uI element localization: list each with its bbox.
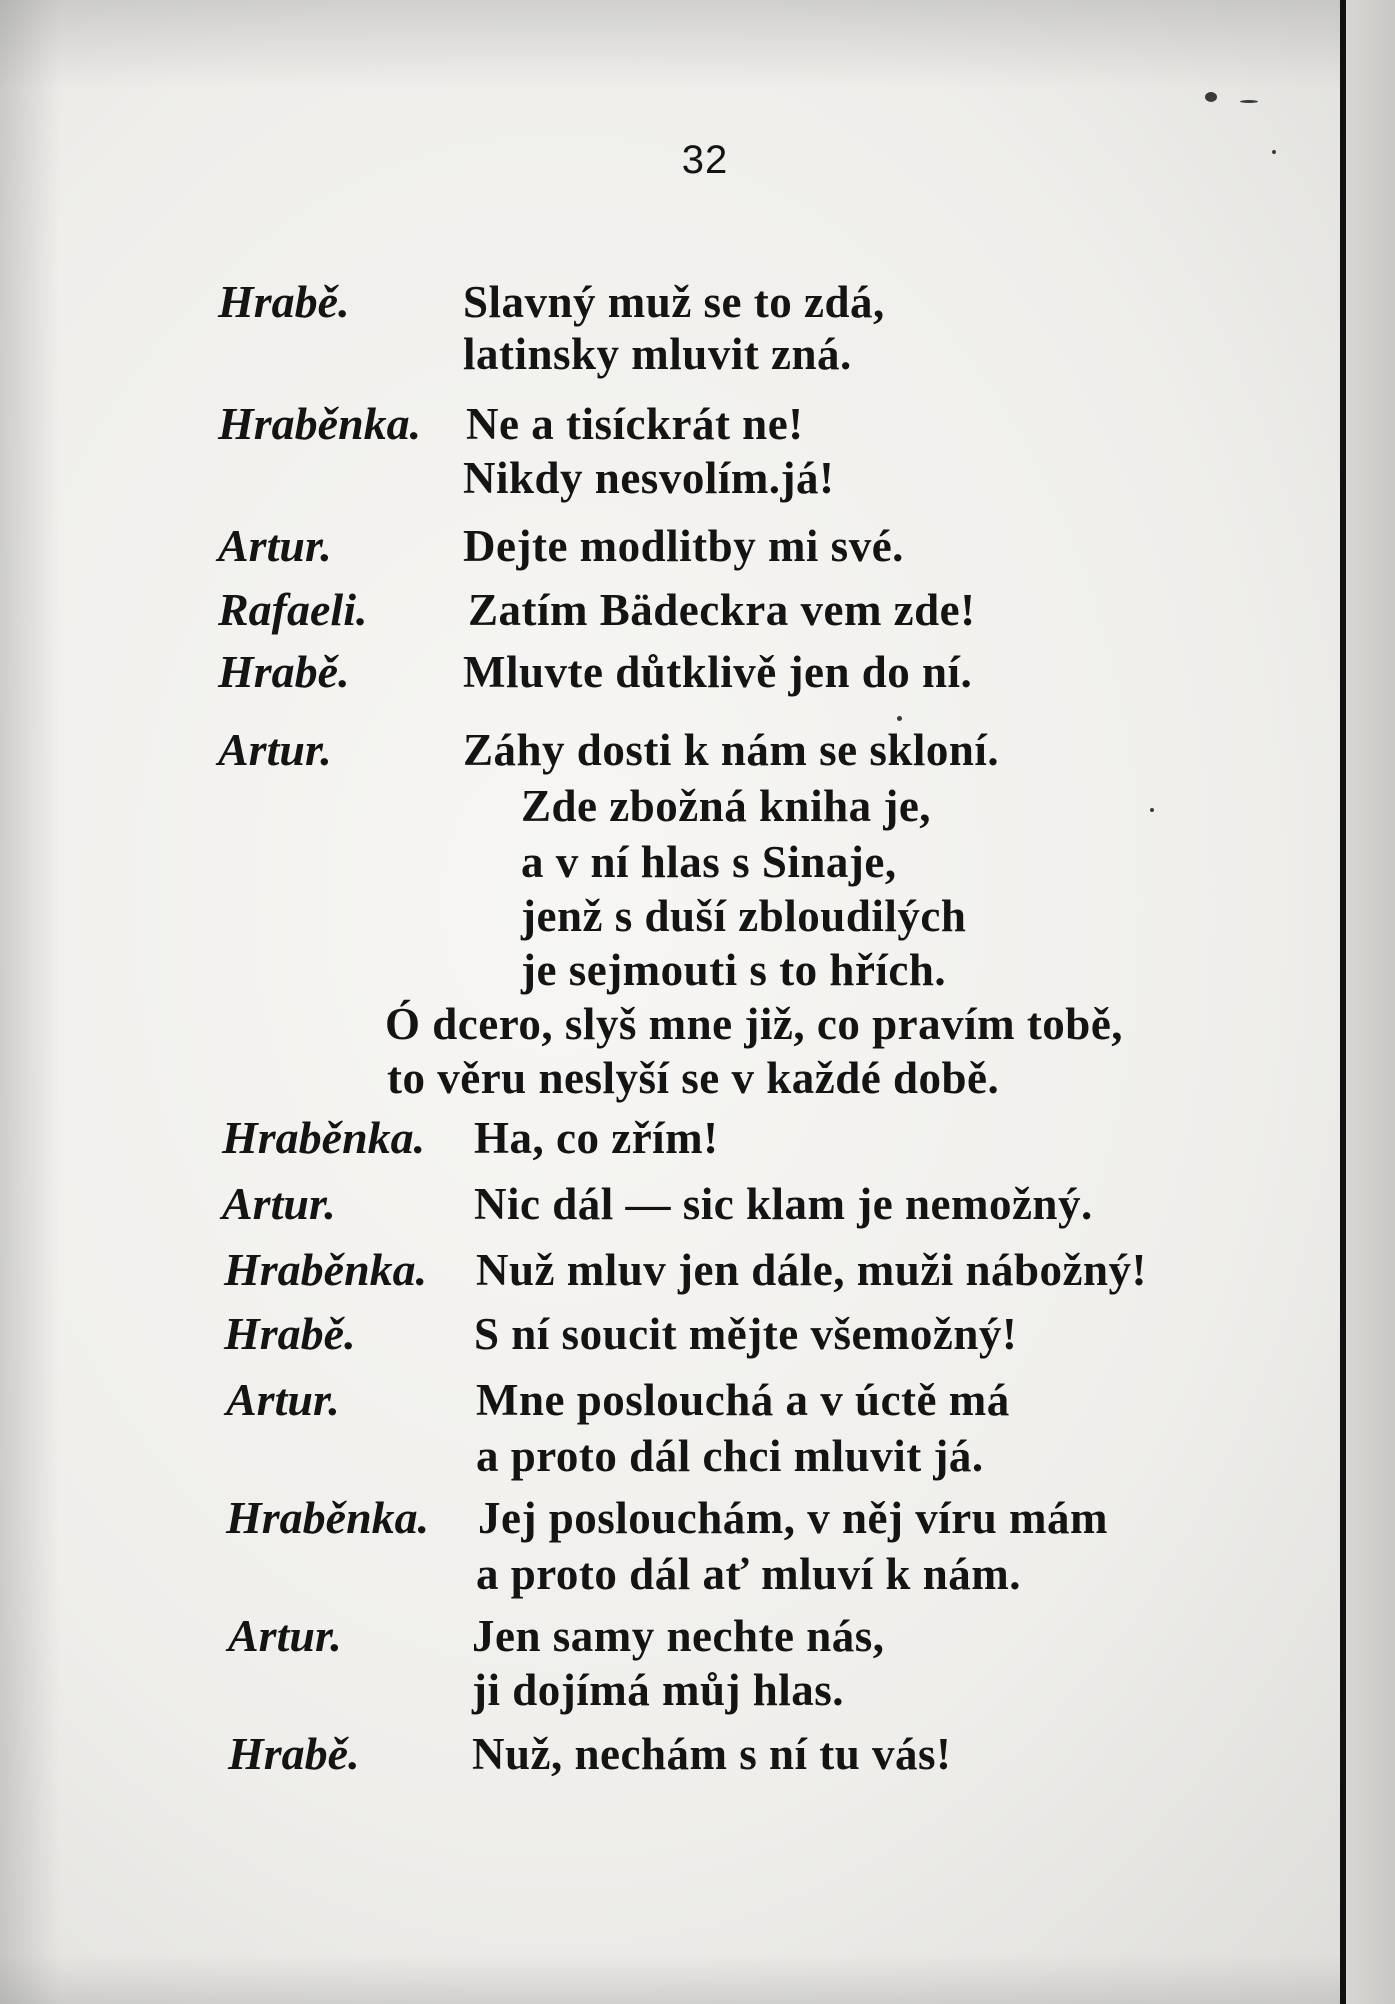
speaker-name: Hraběnka. [226, 1492, 430, 1543]
verse-line: Záhy dosti k nám se skloní. [463, 725, 1000, 775]
page-shadow-left [0, 0, 60, 2004]
verse-line: to věru neslyší se v každé době. [387, 1053, 1000, 1103]
speaker-name: Artur. [222, 1178, 336, 1229]
verse-line: je sejmouti s to hřích. [521, 945, 947, 995]
speaker-name: Hrabě. [218, 646, 350, 697]
verse-line: Mluvte důtklivě jen do ní. [463, 647, 973, 697]
speaker-name: Hrabě. [218, 276, 350, 327]
verse-line: Nikdy nesvolím.já! [463, 453, 835, 503]
verse-line: Slavný muž se to zdá, [463, 277, 885, 327]
ink-speck [1150, 808, 1154, 812]
speaker-name: Hrabě. [228, 1728, 360, 1779]
verse-line: Nuž, nechám s ní tu vás! [472, 1729, 952, 1779]
verse-line: Zde zbožná kniha je, [521, 781, 932, 831]
ink-speck [1205, 92, 1217, 102]
verse-line: jenž s duší zbloudilých [521, 891, 967, 941]
ink-speck [897, 716, 902, 721]
verse-line: Zatím Bädeckra vem zde! [468, 585, 976, 635]
ink-speck [1240, 100, 1258, 103]
verse-line: Dejte modlitby mi své. [463, 521, 904, 571]
verse-line: Jen samy nechte nás, [472, 1611, 885, 1661]
page-shadow-top [0, 0, 1340, 90]
speaker-name: Artur. [228, 1610, 342, 1661]
verse-line: Nic dál — sic klam je nemožný. [474, 1179, 1093, 1229]
page-number: 32 [681, 138, 729, 182]
verse-line: a proto dál chci mluvit já. [476, 1431, 984, 1481]
verse-line: Ne a tisíckrát ne! [466, 399, 804, 449]
speaker-name: Hrabě. [224, 1308, 356, 1359]
verse-line: Nuž mluv jen dále, muži nábožný! [476, 1245, 1148, 1295]
speaker-name: Artur. [218, 724, 332, 775]
verse-line: Jej poslouchám, v něj víru mám [478, 1493, 1108, 1543]
page-shadow-bottom [0, 1954, 1340, 2004]
speaker-name: Artur. [218, 520, 332, 571]
verse-line: S ní soucit mějte všemožný! [474, 1309, 1018, 1359]
verse-line: latinsky mluvit zná. [463, 329, 852, 379]
speaker-name: Artur. [226, 1374, 340, 1425]
verse-line: Mne poslouchá a v úctě má [476, 1375, 1010, 1425]
verse-line: a proto dál ať mluví k nám. [476, 1549, 1021, 1599]
speaker-name: Rafaeli. [218, 584, 368, 635]
verse-line: a v ní hlas s Sinaje, [521, 837, 897, 887]
verse-line: Ha, co zřím! [474, 1113, 719, 1163]
speaker-name: Hraběnka. [218, 398, 422, 449]
speaker-name: Hraběnka. [224, 1244, 428, 1295]
speaker-name: Hraběnka. [222, 1112, 426, 1163]
verse-line: ji dojímá můj hlas. [472, 1665, 845, 1715]
scan-margin [1346, 0, 1395, 2004]
verse-line: Ó dcero, slyš mne již, co pravím tobě, [385, 999, 1124, 1049]
